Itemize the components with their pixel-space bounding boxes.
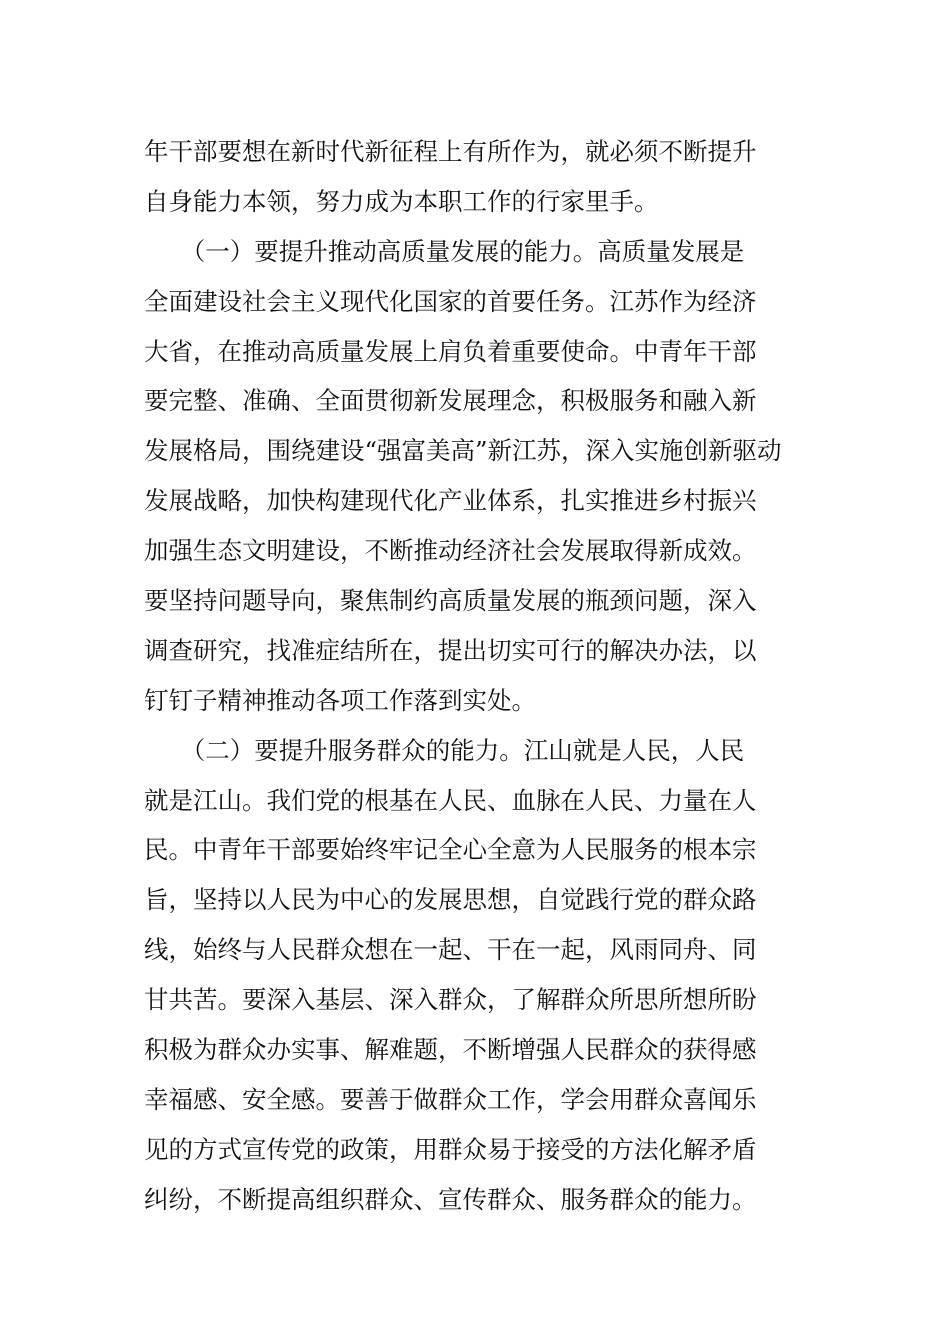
text-line: 要坚持问题导向，聚焦制约高质量发展的瓶颈问题，深入	[144, 586, 757, 616]
text-line: 大省，在推动高质量发展上肩负着重要使命。中青年干部	[144, 336, 757, 366]
text-line: 积极为群众办实事、解难题，不断增强人民群众的获得感	[144, 1035, 757, 1065]
text-line: 甘共苦。要深入基层、深入群众，了解群众所思所想所盼	[144, 985, 757, 1015]
text-line: 线，始终与人民群众想在一起、干在一起，风雨同舟、同	[144, 935, 757, 965]
body-text	[144, 127, 814, 1225]
text-line: 就是江山。我们党的根基在人民、血脉在人民、力量在人	[144, 785, 757, 815]
text-line: （二）要提升服务群众的能力。江山就是人民，人民	[144, 735, 745, 765]
text-line: 旨，坚持以人民为中心的发展思想，自觉践行党的群众路	[144, 885, 757, 915]
text-line: 要完整、准确、全面贯彻新发展理念，积极服务和融入新	[144, 386, 757, 416]
text-line: 民。中青年干部要始终牢记全心全意为人民服务的根本宗	[144, 835, 757, 865]
text-line: 发展格局，围绕建设“强富美高”新江苏，深入实施创新驱动	[144, 436, 782, 466]
text-line: 全面建设社会主义现代化国家的首要任务。江苏作为经济	[144, 286, 757, 316]
text-line: 年干部要想在新时代新征程上有所作为，就必须不断提升	[144, 137, 757, 166]
text-line: 钉钉子精神推动各项工作落到实处。	[144, 685, 536, 715]
text-line: 加强生态文明建设，不断推动经济社会发展取得新成效。	[144, 536, 757, 566]
text-line: 纠纷，不断提高组织群众、宣传群众、服务群众的能力。	[144, 1184, 757, 1214]
text-line: 发展战略，加快构建现代化产业体系，扎实推进乡村振兴	[144, 486, 757, 516]
text-line: 幸福感、安全感。要善于做群众工作，学会用群众喜闻乐	[144, 1084, 757, 1114]
text-line: 调查研究，找准症结所在，提出切实可行的解决办法，以	[144, 635, 757, 665]
text-line: 自身能力本领，努力成为本职工作的行家里手。	[144, 186, 659, 216]
text-line: 见的方式宣传党的政策，用群众易于接受的方法化解矛盾	[144, 1134, 757, 1164]
text-line: （一）要提升推动高质量发展的能力。高质量发展是	[144, 236, 745, 266]
